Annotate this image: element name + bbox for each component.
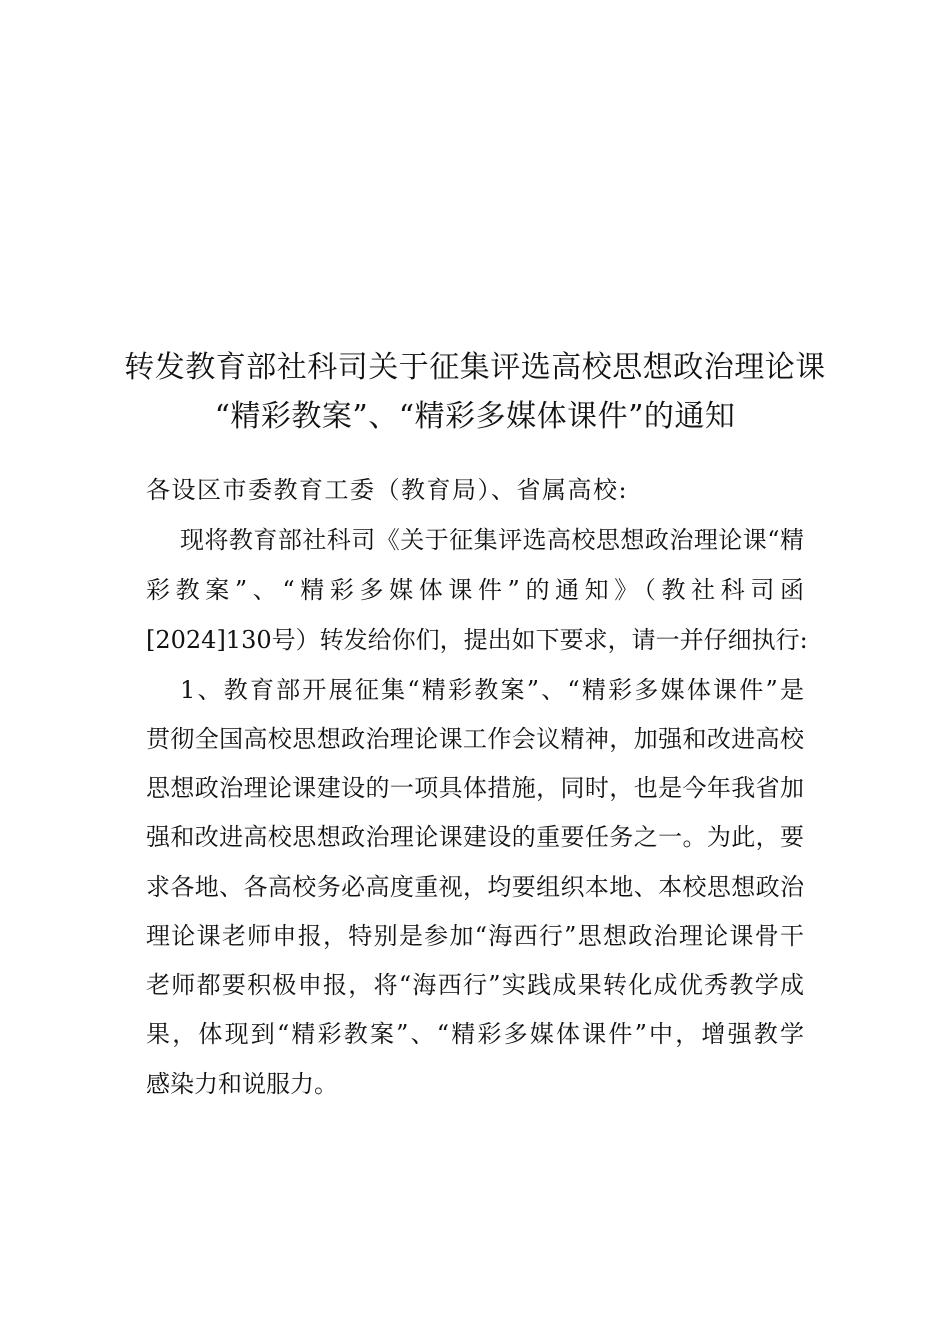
paragraph-2-line: 贯彻全国高校思想政治理论课工作会议精神，加强和改进高校 [146, 725, 804, 753]
paragraph-2-line: 思想政治理论课建设的一项具体措施，同时，也是今年我省加 [146, 774, 804, 802]
paragraph-2-line: 果，体现到“精彩教案”、“精彩多媒体课件”中，增强教学 [146, 1020, 804, 1048]
salutation: 各设区市委教育工委（教育局）、省属高校: [146, 476, 629, 504]
paragraph-1-line: 彩教案”、“精彩多媒体课件”的通知》（教社科司函 [146, 576, 804, 604]
paragraph-1-line: 现将教育部社科司《关于征集评选高校思想政治理论课“精 [180, 526, 804, 554]
paragraph-2-line: 理论课老师申报，特别是参加“海西行”思想政治理论课骨干 [146, 922, 804, 950]
paragraph-2-line: 1、教育部开展征集“精彩教案”、“精彩多媒体课件”是 [180, 676, 804, 704]
paragraph-1-line: [2024]130号）转发给你们，提出如下要求，请一并仔细执行: [146, 626, 808, 654]
document-title-line-2: “精彩教案”、“精彩多媒体课件”的通知 [214, 399, 736, 434]
paragraph-2-line: 强和改进高校思想政治理论课建设的重要任务之一。为此，要 [146, 823, 804, 851]
paragraph-2-line: 感染力和说服力。 [146, 1070, 338, 1098]
paragraph-2-line: 老师都要积极申报，将“海西行”实践成果转化成优秀教学成 [146, 971, 804, 999]
paragraph-2-line: 求各地、各高校务必高度重视，均要组织本地、本校思想政治 [146, 873, 804, 901]
document-title-line-1: 转发教育部社科司关于征集评选高校思想政治理论课 [124, 350, 826, 385]
